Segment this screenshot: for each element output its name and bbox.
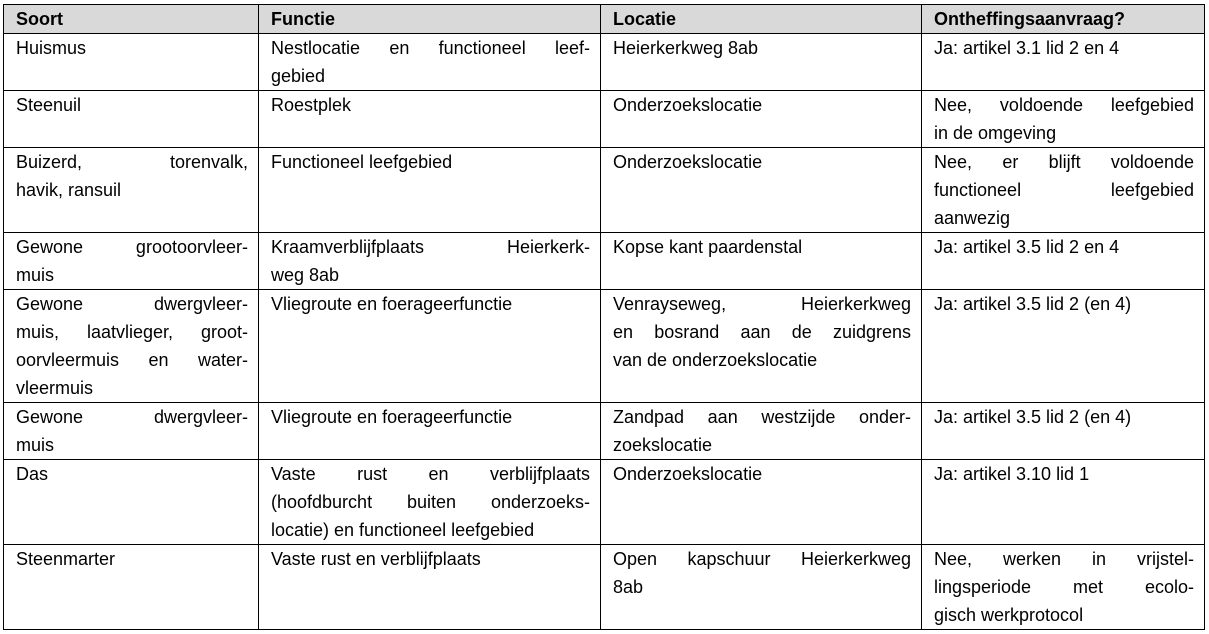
table-row <box>4 290 1205 403</box>
cell-ontheffingsaanvraag <box>922 91 1205 148</box>
cell-text-line: muis <box>16 265 55 285</box>
cell-text-line: en bosrand aan de zuidgrens <box>613 322 911 342</box>
cell-text-line: Kraamverblijfplaats Heierkerk- <box>271 237 590 257</box>
header-locatie: Locatie <box>601 5 922 34</box>
cell-soort <box>4 460 259 545</box>
cell-functie <box>259 460 601 545</box>
cell-soort <box>4 545 259 630</box>
cell-functie <box>259 148 601 233</box>
cell-soort <box>4 290 259 403</box>
header-ontheffingsaanvraag: Ontheffingsaanvraag? <box>922 5 1205 34</box>
cell-text-line: Open kapschuur Heierkerkweg <box>613 549 911 569</box>
cell-text-line: Onderzoekslocatie <box>613 152 763 172</box>
table-row <box>4 34 1205 91</box>
cell-ontheffingsaanvraag <box>922 403 1205 460</box>
cell-text-line: Vaste rust en verblijfplaats <box>271 549 481 569</box>
cell-text-line: oorvleermuis en water- <box>16 350 248 370</box>
cell-text-line: Gewone grootoorvleer- <box>16 237 248 257</box>
cell-functie <box>259 233 601 290</box>
table-row <box>4 91 1205 148</box>
cell-text-line: aanwezig <box>934 208 1011 228</box>
cell-text-line: in de omgeving <box>934 123 1057 143</box>
cell-ontheffingsaanvraag <box>922 545 1205 630</box>
cell-text-line: Ja: artikel 3.5 lid 2 (en 4) <box>934 407 1132 427</box>
cell-text-line: Vliegroute en foerageerfunctie <box>271 294 513 314</box>
cell-soort <box>4 233 259 290</box>
cell-text-line: Gewone dwergvleer- <box>16 407 248 427</box>
cell-text-line: Kopse kant paardenstal <box>613 237 803 257</box>
cell-text-line: locatie) en functioneel leefgebied <box>271 520 535 540</box>
cell-text-line: Steenuil <box>16 95 82 115</box>
cell-text-line: Venrayseweg, Heierkerkweg <box>613 294 911 314</box>
cell-text-line: Gewone dwergvleer- <box>16 294 248 314</box>
cell-text-line: functioneel leefgebied <box>934 180 1194 200</box>
cell-locatie <box>601 545 922 630</box>
cell-locatie <box>601 290 922 403</box>
cell-text-line: gisch werkprotocol <box>934 605 1084 625</box>
cell-text-line: muis <box>16 435 55 455</box>
cell-functie <box>259 91 601 148</box>
cell-ontheffingsaanvraag <box>922 148 1205 233</box>
cell-text-line: Nestlocatie en functioneel leef- <box>271 38 590 58</box>
header-soort: Soort <box>4 5 259 34</box>
cell-text-line: lingsperiode met ecolo- <box>934 577 1194 597</box>
cell-text-line: Heierkerkweg 8ab <box>613 38 759 58</box>
cell-locatie <box>601 233 922 290</box>
table-row <box>4 545 1205 630</box>
cell-locatie <box>601 460 922 545</box>
cell-functie <box>259 290 601 403</box>
cell-text-line: Functioneel leefgebied <box>271 152 453 172</box>
cell-text-line: Das <box>16 464 49 484</box>
cell-text-line: muis, laatvlieger, groot- <box>16 322 248 342</box>
cell-text-line: van de onderzoekslocatie <box>613 350 818 370</box>
cell-text-line: Huismus <box>16 38 87 58</box>
cell-functie <box>259 545 601 630</box>
cell-text-line: Onderzoekslocatie <box>613 95 763 115</box>
cell-text-line: zoekslocatie <box>613 435 713 455</box>
cell-functie <box>259 34 601 91</box>
table-row <box>4 233 1205 290</box>
cell-ontheffingsaanvraag <box>922 460 1205 545</box>
cell-text-line: Ja: artikel 3.5 lid 2 en 4 <box>934 237 1120 257</box>
cell-text-line: Onderzoekslocatie <box>613 464 763 484</box>
cell-text-line: Zandpad aan westzijde onder- <box>613 407 911 427</box>
cell-locatie <box>601 148 922 233</box>
species-table <box>3 4 1205 630</box>
table-row <box>4 460 1205 545</box>
table-row <box>4 403 1205 460</box>
cell-soort <box>4 34 259 91</box>
cell-text-line: weg 8ab <box>271 265 340 285</box>
cell-text-line: Nee, er blijft voldoende <box>934 152 1194 172</box>
cell-text-line: Buizerd, torenvalk, <box>16 152 248 172</box>
cell-locatie <box>601 34 922 91</box>
cell-text-line: 8ab <box>613 577 644 597</box>
cell-text-line: Ja: artikel 3.1 lid 2 en 4 <box>934 38 1120 58</box>
cell-text-line: Ja: artikel 3.5 lid 2 (en 4) <box>934 294 1132 314</box>
cell-ontheffingsaanvraag <box>922 233 1205 290</box>
cell-ontheffingsaanvraag <box>922 34 1205 91</box>
table-body <box>4 34 1205 630</box>
cell-text-line: havik, ransuil <box>16 180 122 200</box>
cell-text-line: Nee, werken in vrijstel- <box>934 549 1194 569</box>
cell-soort <box>4 91 259 148</box>
cell-text-line: Roestplek <box>271 95 352 115</box>
table-row <box>4 148 1205 233</box>
cell-text-line: (hoofdburcht buiten onderzoeks- <box>271 492 590 512</box>
cell-functie <box>259 403 601 460</box>
cell-text-line: Vliegroute en foerageerfunctie <box>271 407 513 427</box>
header-row <box>4 5 1205 34</box>
cell-locatie <box>601 403 922 460</box>
cell-soort <box>4 148 259 233</box>
cell-text-line: gebied <box>271 66 326 86</box>
cell-text-line: Steenmarter <box>16 549 116 569</box>
header-functie: Functie <box>259 5 601 34</box>
cell-text-line: Vaste rust en verblijfplaats <box>271 464 590 484</box>
cell-text-line: Ja: artikel 3.10 lid 1 <box>934 464 1090 484</box>
cell-text-line: Nee, voldoende leefgebied <box>934 95 1194 115</box>
cell-soort <box>4 403 259 460</box>
cell-locatie <box>601 91 922 148</box>
cell-text-line: vleermuis <box>16 378 94 398</box>
cell-ontheffingsaanvraag <box>922 290 1205 403</box>
